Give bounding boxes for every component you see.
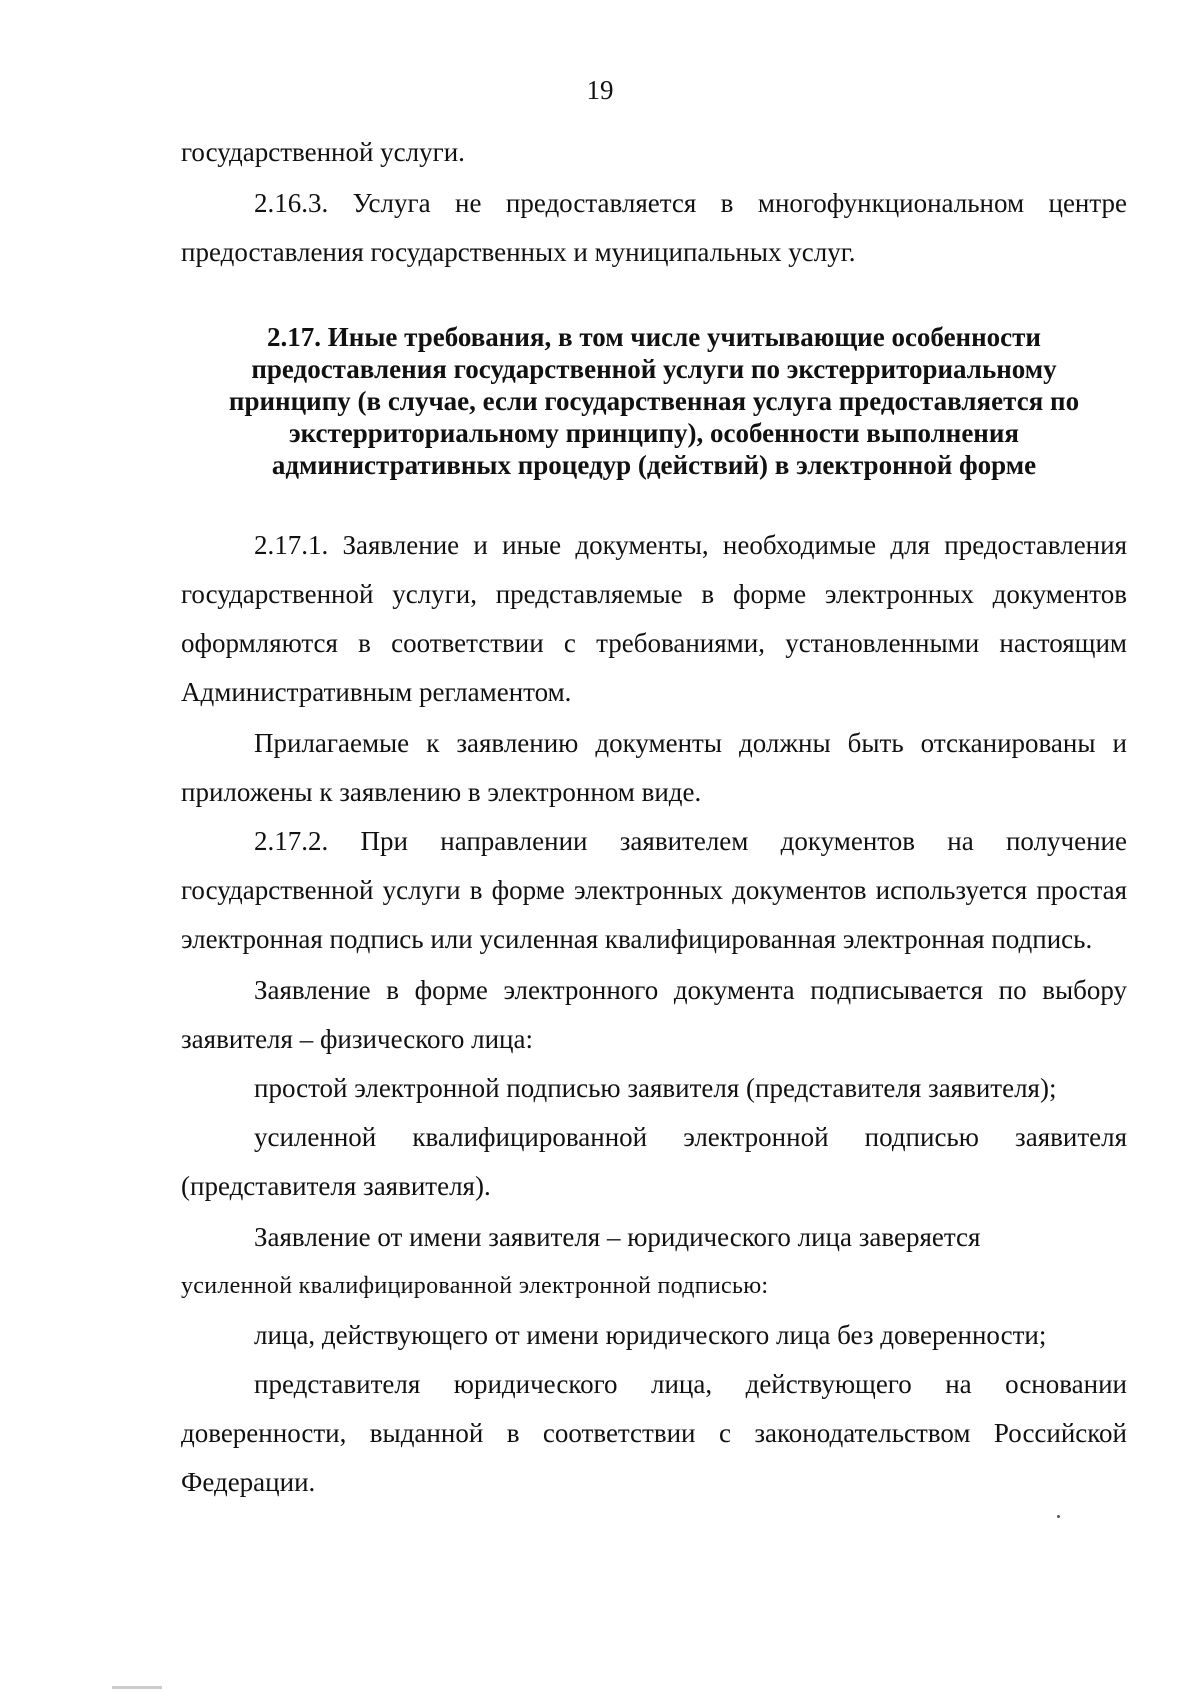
heading-line: предоставления государственной услуги по экстерриториальному	[251, 354, 1057, 384]
paragraph-qualified-signature: усиленной квалифицированной электронной подписью заявителя (представителя заявителя).	[181, 1122, 1127, 1201]
paragraph-attachments: Прилагаемые к заявлению документы должны быть отсканированы и приложены к заявлению в электронном виде.	[181, 728, 1127, 807]
scan-edge-mark	[112, 1686, 162, 1689]
paragraph-without-power-of-attorney: лица, действующего от имени юридического лица без доверенности;	[254, 1320, 1047, 1350]
paragraph-2-17-2: 2.17.2. При направлении заявителем документов на получение государственной услуги в форме электронных документов используется простая электронная подпись или усиленная квалифицированная электронная подпись.	[181, 826, 1127, 954]
scan-speck	[1057, 1515, 1060, 1518]
heading-line: принципу (в случае, если государственная услуга предоставляется по	[228, 386, 1080, 416]
heading-line: 2.17. Иные требования, в том числе учитывающие особенности	[267, 322, 1041, 352]
paragraph-2-16-3: 2.16.3. Услуга не предоставляется в многофункциональном центре предоставления государственных и муниципальных услуг.	[181, 188, 1127, 267]
section-heading-2-17	[181, 321, 1127, 481]
paragraph-continuation: государственной услуги.	[181, 137, 465, 167]
paragraph-representative: представителя юридического лица, действующего на основании доверенности, выданной в соответствии с законодательством Российской Федерации.	[181, 1369, 1127, 1497]
heading-line: экстерриториальному принципу), особенности выполнения	[288, 418, 1020, 448]
paragraph-simple-signature: простой электронной подписью заявителя (представителя заявителя);	[254, 1073, 1057, 1103]
paragraph-legal-entity: Заявление от имени заявителя – юридического лица заверяется	[254, 1222, 981, 1252]
paragraph-2-17-1: 2.17.1. Заявление и иные документы, необходимые для предоставления государственной услуги, представляемые в форме электронных документов оформляются в соответствии с требованиями, установленными настоящим Административным регламентом.	[181, 530, 1127, 707]
heading-line: административных процедур (действий) в электронной форме	[271, 450, 1037, 480]
paragraph-individual-signature: Заявление в форме электронного документа подписывается по выбору заявителя – физического лица:	[181, 975, 1127, 1054]
paragraph-legal-entity-continuation: усиленной квалифицированной электронной подписью:	[181, 1273, 769, 1299]
document-content	[181, 128, 1127, 1507]
page-number: 19	[586, 75, 614, 105]
